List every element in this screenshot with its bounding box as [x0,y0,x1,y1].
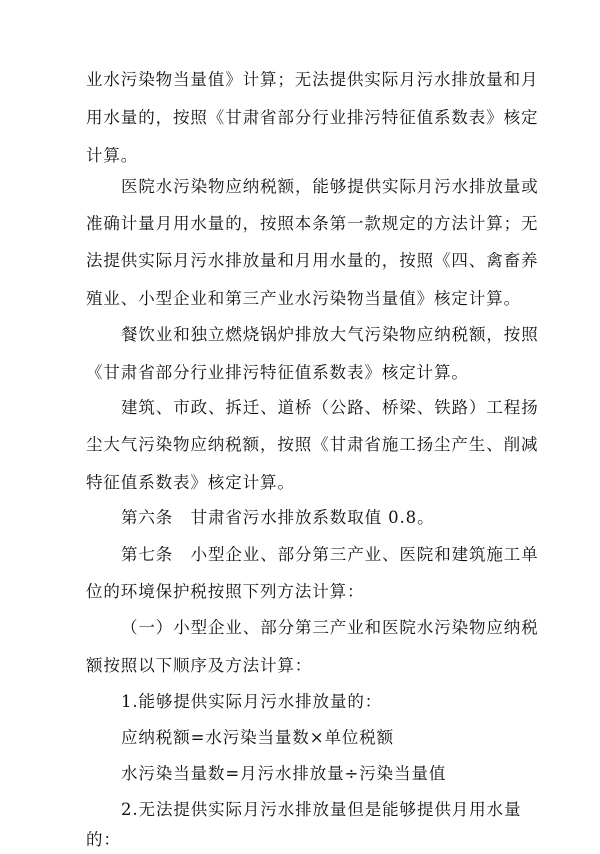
text-line: 用水量的，按照《甘肃省部分行业排污特征值系数表》核定 [86,108,539,127]
text-line: 殖业、小型企业和第三产业水污染物当量值》核定计算。 [86,289,521,308]
article-seven-line: 第七条 小型企业、部分第三产业、医院和建筑施工单 [121,545,539,564]
text-line: 特征值系数表》核定计算。 [86,473,295,492]
text-line: 业水污染物当量值》计算；无法提供实际月污水排放量和月 [86,70,539,89]
text-line: 额按照以下顺序及方法计算： [86,656,313,675]
text-line: 计算。 [86,146,139,165]
paragraph-start-line: 医院水污染物应纳税额，能够提供实际月污水排放量或 [121,177,539,196]
formula-line: 水污染当量数=月污水排放量÷污染当量值 [121,764,447,783]
text-line: 《甘肃省部分行业排污特征值系数表》核定计算。 [86,363,469,382]
text-line: 尘大气污染物应纳税额，按照《甘肃省施工扬尘产生、削减 [86,435,539,454]
paragraph-start-line: 餐饮业和独立燃烧锅炉排放大气污染物应纳税额，按照 [121,325,539,344]
text-line: 的： [86,830,121,849]
item-two-line: 2.无法提供实际月污水排放量但是能够提供月用水量 [121,800,522,819]
text-line: 位的环境保护税按照下列方法计算： [86,582,365,601]
text-line: 准确计量月用水量的，按照本条第一款规定的方法计算；无 [86,214,539,233]
section-one-line: （一）小型企业、部分第三产业和医院水污染物应纳税 [121,618,539,637]
paragraph-start-line: 建筑、市政、拆迁、道桥（公路、桥梁、铁路）工程扬 [121,398,539,417]
text-line: 法提供实际月污水排放量和月用水量的，按照《四、禽畜养 [86,251,539,270]
item-one-line: 1.能够提供实际月污水排放量的： [121,692,383,711]
formula-line: 应纳税额=水污染当量数×单位税额 [121,728,395,747]
article-six-line: 第六条 甘肃省污水排放系数取值 0.8。 [121,508,435,527]
